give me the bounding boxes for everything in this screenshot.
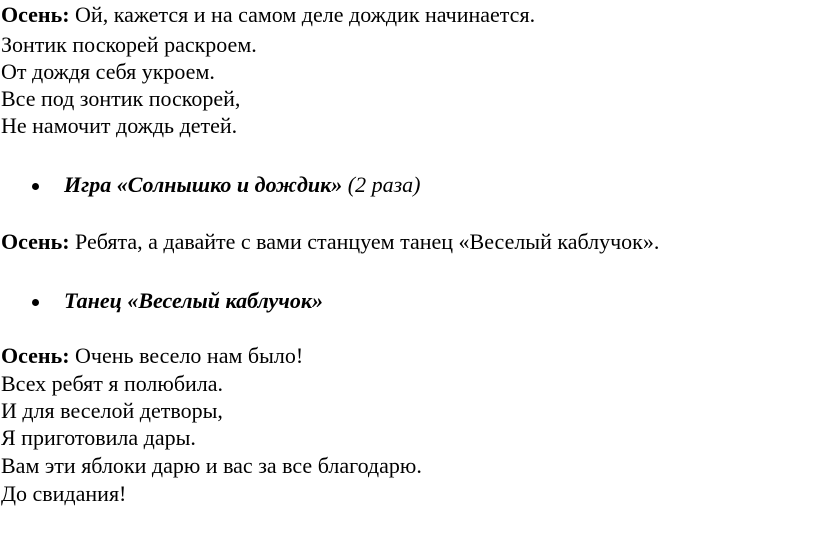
bullet-icon bbox=[32, 299, 39, 306]
stanza3-line-3: И для веселой детворы, bbox=[1, 398, 223, 423]
stanza3-line-1 bbox=[1, 343, 303, 369]
stanza3-line-5: Вам эти яблоки дарю и вас за все благодарю. bbox=[1, 453, 422, 478]
stanza2-line-1 bbox=[1, 229, 659, 255]
stanza1-line-3: От дождя себя укроем. bbox=[1, 59, 215, 84]
speaker-label: Осень: bbox=[1, 2, 70, 27]
speaker-label: Осень: bbox=[1, 229, 70, 254]
stanza1-line-4: Все под зонтик поскорей, bbox=[1, 86, 241, 111]
stanza1-line-1 bbox=[1, 2, 535, 28]
stanza1-line-2: Зонтик поскорей раскроем. bbox=[1, 32, 257, 57]
stanza3-line-4: Я приготовила дары. bbox=[1, 425, 196, 450]
speaker-label: Осень: bbox=[1, 343, 70, 368]
stanza1-line-5: Не намочит дождь детей. bbox=[1, 113, 238, 138]
stanza2-text: Ребята, а давайте с вами станцуем танец «Веселый каблучок». bbox=[69, 229, 660, 254]
bullet-icon bbox=[32, 183, 39, 190]
dance-title: Танец «Веселый каблучок» bbox=[64, 288, 323, 313]
game-note: (2 раза) bbox=[342, 172, 421, 197]
game-title: Игра «Солнышко и дождик» bbox=[64, 172, 343, 197]
stanza3-line-6: До свидания! bbox=[1, 481, 127, 506]
stanza3-line-2: Всех ребят я полюбила. bbox=[1, 371, 224, 396]
stanza1-first-text: Ой, кажется и на самом деле дождик начинается. bbox=[69, 2, 536, 27]
stanza3-first-text: Очень весело нам было! bbox=[69, 343, 304, 368]
